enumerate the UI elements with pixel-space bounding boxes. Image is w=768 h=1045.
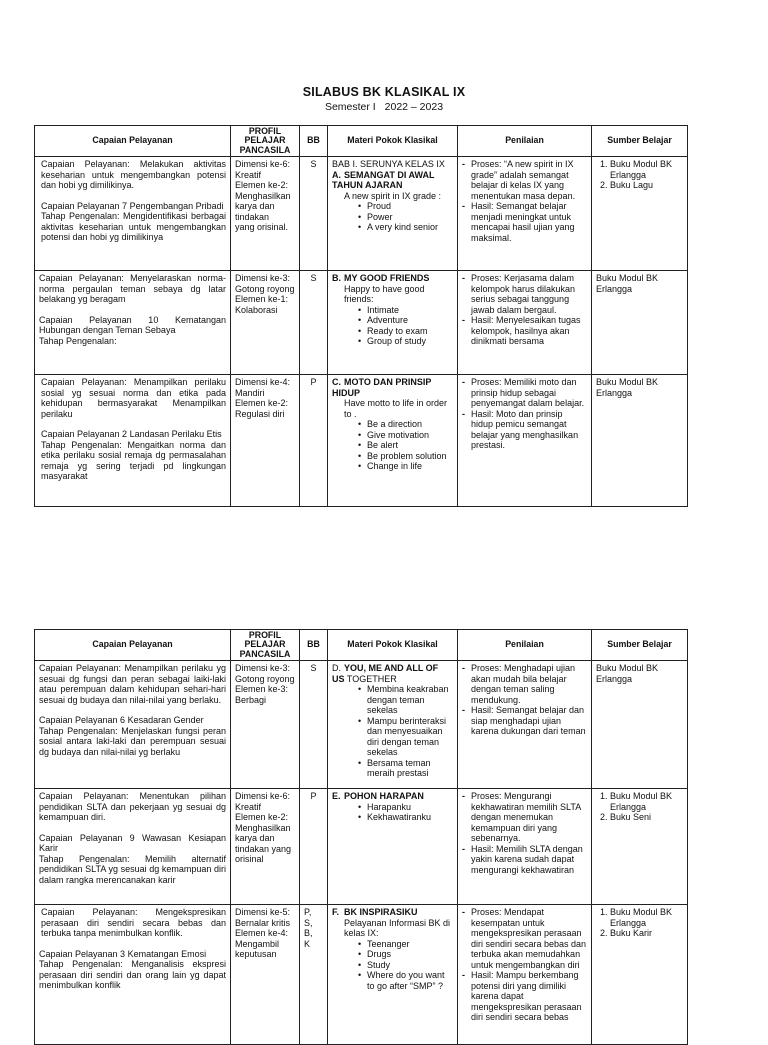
- penilaian-item: - Hasil: Mampu berkembang potensi diri yang dimiliki karena dapat mengekspresikan perasaan diri sendiri secara bebas: [462, 970, 587, 1023]
- bb-cell: S: [300, 157, 328, 271]
- list-item: • Drugs: [358, 949, 453, 960]
- penilaian-item: - Proses: Memiliki moto dan prinsip hidup sebagai penyemangat dalam belajar.: [462, 377, 587, 409]
- sumber-cell: Buku Modul BK Erlangga: [592, 661, 688, 789]
- list-item: • Proud: [358, 201, 453, 212]
- sumber-item: 1. Buku Modul BK Erlangga: [610, 159, 683, 180]
- list-item: • A very kind senior: [358, 222, 453, 233]
- list-item: • Study: [358, 960, 453, 971]
- capaian-text: Capaian Pelayanan 2 Landasan Perilaku Etis Tahap Pengenalan: Mengaitkan norma dan etika perilaku sosial remaja dg permasalahan remaja yg sering terjadi pd lingkungan masyarakat: [41, 429, 226, 482]
- materi-cell: [328, 271, 458, 375]
- capaian-text: Capaian Pelayanan 6 Kesadaran Gender Tahap Pengenalan: Menjelaskan fungsi peran sosial antara laki-laki dan perempuan sesuai dg budaya dan nilai-nilai yg berlaku: [39, 715, 226, 757]
- list-item: • Group of study: [358, 336, 453, 347]
- penilaian-cell: [458, 789, 592, 905]
- sumber-item: 2. Buku Lagu: [610, 180, 683, 191]
- header-sumber: Sumber Belajar: [592, 126, 688, 157]
- list-item: • Teenanger: [358, 939, 453, 950]
- materi-heading: E. POHON HARAPAN: [332, 791, 424, 801]
- syllabus-table-1: [34, 125, 688, 507]
- list-item: • Mampu berinteraksi dan menyesuaikan diri dengan teman sekelas: [358, 716, 453, 758]
- list-item: • Give motivation: [358, 430, 453, 441]
- list-item: • Be problem solution: [358, 451, 453, 462]
- capaian-text: Capaian Pelayanan 7 Pengembangan Pribadi Tahap Pengenalan: Mengidentifikasi berbagai aktivitas keseharian untuk mengembangkan potensi dan hobi yg dimilikinya: [41, 200, 226, 243]
- materi-heading: C. MOTO DAN PRINSIP HIDUP: [332, 377, 432, 398]
- penilaian-item: - Hasil: Memilih SLTA dengan yakin karena sudah dapat mengurangi kekhawatiran: [462, 844, 587, 876]
- capaian-cell: [35, 375, 231, 507]
- penilaian-item: - Proses: “A new spirit in IX grade” adalah semangat belajar di kelas IX yang menentukan masa depan.: [462, 159, 587, 201]
- list-item: • Kekhawatiranku: [358, 812, 453, 823]
- list-item: • Change in life: [358, 461, 453, 472]
- syllabus-table-2: [34, 629, 688, 1045]
- materi-body: [332, 802, 453, 823]
- materi-cell: [328, 375, 458, 507]
- profil-cell: Dimensi ke-6: Kreatif Elemen ke-2: Menghasilkan karya dan tindakan yang orisinal.: [231, 157, 300, 271]
- header-bb: BB: [300, 126, 328, 157]
- table-row: [35, 157, 688, 271]
- materi-list: [344, 419, 453, 472]
- sumber-item: 2. Buku Karir: [610, 928, 683, 939]
- capaian-cell: [35, 271, 231, 375]
- bb-cell: S: [300, 271, 328, 375]
- list-item: • Adventure: [358, 315, 453, 326]
- table-row: [35, 661, 688, 789]
- header-bb: BB: [300, 630, 328, 661]
- materi-body: [332, 191, 453, 233]
- materi-list: [344, 939, 453, 992]
- profil-cell: Dimensi ke-3: Gotong royong Elemen ke-3: Berbagi: [231, 661, 300, 789]
- penilaian-item: - Proses: Mendapat kesempatan untuk mengekspresikan perasaan diri sendiri secara bebas dan terbuka akan memudahkan untuk mengembangkan diri: [462, 907, 587, 970]
- materi-cell: [328, 661, 458, 789]
- materi-body: [332, 684, 453, 779]
- document-title: SILABUS BK KLASIKAL IX: [302, 85, 466, 99]
- capaian-text: Capaian Pelayanan: Menentukan pilihan pendidikan SLTA dan pekerjaan yg sesuai dg kemampuan diri.: [39, 791, 226, 823]
- sumber-cell: [592, 789, 688, 905]
- list-item: • Be alert: [358, 440, 453, 451]
- semester-label: Semester I: [324, 101, 376, 113]
- capaian-text: Capaian Pelayanan: Mengekspresikan perasaan diri sendiri secara bebas dan terbuka tanpa menimbulkan konflik.: [41, 907, 226, 939]
- list-item: • Power: [358, 212, 453, 223]
- list-item: • Membina keakraban dengan teman sekelas: [358, 684, 453, 716]
- materi-body: [332, 398, 453, 472]
- sumber-item: 2. Buku Seni: [610, 812, 683, 823]
- capaian-text: Capaian Pelayanan: Menyelaraskan norma-norma pergaulan teman sebaya dg latar belakang yg beragam: [39, 273, 226, 305]
- penilaian-cell: [458, 157, 592, 271]
- header-capaian: Capaian Pelayanan: [35, 126, 231, 157]
- profil-cell: Dimensi ke-3: Gotong royong Elemen ke-1: Kolaborasi: [231, 271, 300, 375]
- list-item: • Be a direction: [358, 419, 453, 430]
- bb-cell: S: [300, 661, 328, 789]
- table-header-row: [35, 126, 688, 157]
- capaian-text: Capaian Pelayanan 9 Wawasan Kesiapan Karir Tahap Pengenalan: Memilih alternatif pendidikan SLTA yg sesuai dg kemampuan diri dalam rangka merencanakan karir: [39, 832, 226, 885]
- materi-body: [332, 918, 453, 992]
- capaian-text: Capaian Pelayanan: Melakukan aktivitas keseharian untuk mengembangkan potensi dan hobi yg dimilikinya.: [41, 159, 226, 191]
- penilaian-item: - Proses: Kerjasama dalam kelompok harus dilakukan serius sebagai tanggung jawab dalam bergaul.: [462, 273, 587, 315]
- materi-intro: Happy to have good friends:: [344, 283, 425, 305]
- sumber-cell: Buku Modul BK Erlangga: [592, 271, 688, 375]
- materi-heading: D. YOU, ME AND ALL OF US TOGETHER: [332, 663, 439, 684]
- profil-cell: Dimensi ke-6: Kreatif Elemen ke-2: Menghasilkan karya dan tindakan yang orisinal: [231, 789, 300, 905]
- header-materi: Materi Pokok Klasikal: [328, 126, 458, 157]
- capaian-text: Capaian Pelayanan: Menampilkan perilaku yg sesuai dg fungsi dan peran sebagai laiki-laki atau perempuan dalam kehidupan sehari-hari sesuai dg budaya dan nilai-nilai yang berlaku.: [39, 663, 226, 705]
- materi-intro: A new spirit in IX grade :: [344, 190, 442, 201]
- list-item: • Ready to exam: [358, 326, 453, 337]
- chapter-title: BAB I. SERUNYA KELAS IX: [332, 159, 445, 169]
- materi-heading: A. SEMANGAT DI AWAL TAHUN AJARAN: [332, 169, 435, 191]
- capaian-text: Capaian Pelayanan 3 Kematangan Emosi Tahap Pengenalan: Menganalisis ekspresi perasaan diri sendiri dan orang lain yg dapat menimbulkan konflik: [39, 948, 226, 991]
- penilaian-cell: [458, 375, 592, 507]
- sumber-item: 1. Buku Modul BK Erlangga: [610, 907, 683, 928]
- document-subtitle: [0, 101, 768, 113]
- materi-intro: Have motto to life in order to .: [344, 398, 448, 419]
- materi-heading: B. MY GOOD FRIENDS: [332, 273, 430, 283]
- penilaian-item: - Proses: Mengurangi kekhawatiran memilih SLTA dengan menemukan kemampuan diri yang sebenarnya.: [462, 791, 587, 844]
- penilaian-item: - Hasil: Moto dan prinsip hidup pemicu semangat belajar yang menghasilkan prestasi.: [462, 409, 587, 451]
- table-row: [35, 375, 688, 507]
- materi-list: [344, 201, 453, 233]
- academic-year: 2022 – 2023: [384, 101, 444, 113]
- table-header-row: [35, 630, 688, 661]
- bb-cell: P, S, B, K: [300, 905, 328, 1045]
- materi-intro: Pelayanan Informasi BK di kelas IX:: [344, 917, 451, 939]
- penilaian-cell: [458, 271, 592, 375]
- header-penilaian: Penilaian: [458, 126, 592, 157]
- penilaian-cell: [458, 661, 592, 789]
- bb-cell: P: [300, 789, 328, 905]
- list-item: • Bersama teman meraih prestasi: [358, 758, 453, 779]
- sumber-cell: Buku Modul BK Erlangga: [592, 375, 688, 507]
- capaian-text: Capaian Pelayanan 10 Kematangan Hubungan dengan Teman Sebaya Tahap Pengenalan:: [39, 314, 226, 346]
- profil-cell: Dimensi ke-4: Mandiri Elemen ke-2: Regulasi diri: [231, 375, 300, 507]
- materi-list: [344, 684, 453, 779]
- list-item: • Intimate: [358, 305, 453, 316]
- penilaian-item: - Hasil: Semangat belajar menjadi meningkat untuk mencapai hasil ujian yang maksimal.: [462, 201, 587, 243]
- header-capaian: Capaian Pelayanan: [35, 630, 231, 661]
- penilaian-item: - Proses: Menghadapi ujian akan mudah bila belajar dengan teman saling mendukung.: [462, 663, 587, 705]
- capaian-cell: [35, 789, 231, 905]
- list-item: • Where do you want to go after “SMP” ?: [358, 970, 453, 991]
- capaian-cell: [35, 661, 231, 789]
- materi-cell: [328, 789, 458, 905]
- bb-cell: P: [300, 375, 328, 507]
- header-sumber: Sumber Belajar: [592, 630, 688, 661]
- header-profil: PROFIL PELAJAR PANCASILA: [231, 126, 300, 157]
- capaian-text: Capaian Pelayanan: Menampilkan perilaku sosial yg sesuai norma dan etika pada kehidupan bermasyarakat Menampilkan perilaku: [41, 377, 226, 419]
- list-item: • Harapanku: [358, 802, 453, 813]
- materi-list: [344, 305, 453, 347]
- sumber-item: 1. Buku Modul BK Erlangga: [610, 791, 683, 812]
- penilaian-item: - Hasil: Menyelesaikan tugas kelompok, hasilnya akan dinikmati bersama: [462, 315, 587, 347]
- header-profil: PROFIL PELAJAR PANCASILA: [231, 630, 300, 661]
- materi-list: [344, 802, 453, 823]
- table-row: [35, 271, 688, 375]
- table-row: [35, 789, 688, 905]
- materi-heading: F. BK INSPIRASIKU: [332, 907, 418, 917]
- header-penilaian: Penilaian: [458, 630, 592, 661]
- materi-body: [332, 284, 453, 347]
- materi-cell: [328, 157, 458, 271]
- sumber-cell: [592, 157, 688, 271]
- profil-cell: Dimensi ke-5: Bernalar kritis Elemen ke-4: Mengambil keputusan: [231, 905, 300, 1045]
- penilaian-item: - Hasil: Semangat belajar dan siap menghadapi ujian karena dukungan dari teman: [462, 705, 587, 737]
- capaian-cell: [35, 157, 231, 271]
- header-materi: Materi Pokok Klasikal: [328, 630, 458, 661]
